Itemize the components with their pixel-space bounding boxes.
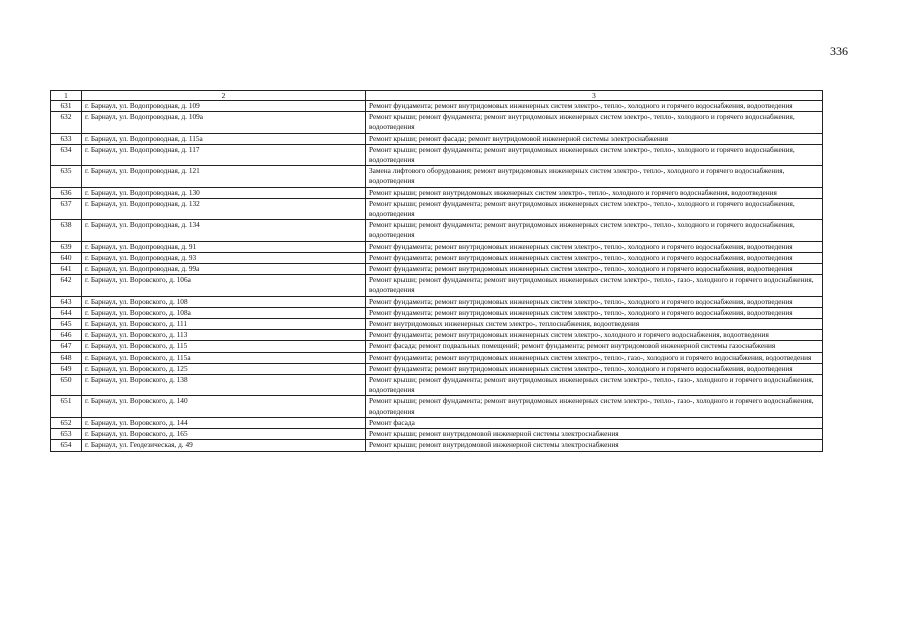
table-row [51, 133, 823, 144]
table-row [51, 220, 823, 241]
table-row [51, 275, 823, 296]
row-works: Ремонт фундамента; ремонт внутридомовых инженерных систем электро-, тепло-, холодного и горячего водоснабжения, водоотведения [366, 264, 823, 275]
row-address: г. Барнаул, ул. Воровского, д. 140 [82, 396, 366, 417]
table-row [51, 396, 823, 417]
row-number: 653 [51, 429, 82, 440]
row-number: 648 [51, 352, 82, 363]
row-address: г. Барнаул, ул. Воровского, д. 113 [82, 330, 366, 341]
row-number: 646 [51, 330, 82, 341]
row-address: г. Барнаул, ул. Водопроводная, д. 115а [82, 133, 366, 144]
row-address: г. Барнаул, ул. Воровского, д. 125 [82, 363, 366, 374]
row-works: Ремонт крыши; ремонт фундамента; ремонт внутридомовых инженерных систем электро-, тепло-, газо-, холодного и горячего водоснабжения, водоотведения [366, 275, 823, 296]
row-address: г. Барнаул, ул. Воровского, д. 144 [82, 417, 366, 428]
row-address: г. Барнаул, ул. Воровского, д. 106а [82, 275, 366, 296]
row-address: г. Барнаул, ул. Воровского, д. 108 [82, 296, 366, 307]
row-works: Ремонт фундамента; ремонт внутридомовых инженерных систем электро-, тепло-, холодного и горячего водоснабжения, водоотведения [366, 307, 823, 318]
row-works: Ремонт фундамента; ремонт внутридомовых инженерных систем электро-, холодного и горячего водоснабжения, водоотведения [366, 330, 823, 341]
row-works: Замена лифтового оборудования; ремонт внутридомовых инженерных систем электро-, тепло-, холодного и горячего водоснабжения, водоотведения [366, 166, 823, 187]
table-row [51, 330, 823, 341]
row-number: 641 [51, 264, 82, 275]
row-number: 645 [51, 319, 82, 330]
row-works: Ремонт крыши; ремонт фундамента; ремонт внутридомовых инженерных систем электро-, тепло-, холодного и горячего водоснабжения, водоотведения [366, 144, 823, 165]
row-works: Ремонт фасада [366, 417, 823, 428]
row-number: 631 [51, 101, 82, 112]
row-address: г. Барнаул, ул. Водопроводная, д. 121 [82, 166, 366, 187]
row-number: 650 [51, 375, 82, 396]
row-works: Ремонт крыши; ремонт фундамента; ремонт внутридомовых инженерных систем электро-, тепло-, холодного и горячего водоснабжения, водоотведения [366, 198, 823, 219]
row-works: Ремонт крыши; ремонт внутридомовых инженерных систем электро-, тепло-, холодного и горячего водоснабжения, водоотведения [366, 187, 823, 198]
row-address: г. Барнаул, ул. Водопроводная, д. 93 [82, 252, 366, 263]
row-address: г. Барнаул, ул. Воровского, д. 111 [82, 319, 366, 330]
row-works: Ремонт фундамента; ремонт внутридомовых инженерных систем электро-, тепло-, газо-, холодного и горячего водоснабжения, водоотведения [366, 352, 823, 363]
row-number: 634 [51, 144, 82, 165]
row-works: Ремонт крыши; ремонт фундамента; ремонт внутридомовых инженерных систем электро-, тепло-, газо-, холодного и горячего водоснабжения, водоотведения [366, 396, 823, 417]
row-number: 642 [51, 275, 82, 296]
row-address: г. Барнаул, ул. Воровского, д. 115 [82, 341, 366, 352]
table-row [51, 440, 823, 451]
table-row [51, 166, 823, 187]
row-address: г. Барнаул, ул. Водопроводная, д. 130 [82, 187, 366, 198]
table-row [51, 352, 823, 363]
table-row [51, 341, 823, 352]
row-address: г. Барнаул, ул. Водопроводная, д. 109 [82, 101, 366, 112]
row-number: 644 [51, 307, 82, 318]
row-number: 651 [51, 396, 82, 417]
table-row [51, 198, 823, 219]
row-number: 639 [51, 241, 82, 252]
table-row [51, 319, 823, 330]
row-number: 638 [51, 220, 82, 241]
table-body [51, 101, 823, 452]
row-works: Ремонт крыши; ремонт внутридомовой инженерной системы электроснабжения [366, 429, 823, 440]
row-address: г. Барнаул, ул. Воровского, д. 138 [82, 375, 366, 396]
table-row [51, 187, 823, 198]
row-number: 636 [51, 187, 82, 198]
column-header-address: 2 [82, 91, 366, 101]
row-number: 652 [51, 417, 82, 428]
row-works: Ремонт крыши; ремонт фундамента; ремонт внутридомовых инженерных систем электро-, тепло-, холодного и горячего водоснабжения, водоотведения [366, 112, 823, 133]
row-number: 640 [51, 252, 82, 263]
table-row [51, 429, 823, 440]
row-number: 633 [51, 133, 82, 144]
row-address: г. Барнаул, ул. Водопроводная, д. 109а [82, 112, 366, 133]
row-address: г. Барнаул, ул. Водопроводная, д. 132 [82, 198, 366, 219]
row-address: г. Барнаул, ул. Воровского, д. 115а [82, 352, 366, 363]
table-row [51, 241, 823, 252]
row-works: Ремонт крыши; ремонт фундамента; ремонт внутридомовых инженерных систем электро-, тепло-, газо-, холодного и горячего водоснабжения, водоотведения [366, 375, 823, 396]
table-row [51, 112, 823, 133]
row-address: г. Барнаул, ул. Водопроводная, д. 99а [82, 264, 366, 275]
row-number: 654 [51, 440, 82, 451]
row-works: Ремонт фундамента; ремонт внутридомовых инженерных систем электро-, тепло-, холодного и горячего водоснабжения, водоотведения [366, 241, 823, 252]
table-row [51, 144, 823, 165]
table-row [51, 375, 823, 396]
row-number: 647 [51, 341, 82, 352]
row-address: г. Барнаул, ул. Геодезическая, д. 49 [82, 440, 366, 451]
row-address: г. Барнаул, ул. Воровского, д. 108а [82, 307, 366, 318]
row-works: Ремонт фундамента; ремонт внутридомовых инженерных систем электро-, тепло-, холодного и горячего водоснабжения, водоотведения [366, 101, 823, 112]
table-row [51, 363, 823, 374]
row-number: 635 [51, 166, 82, 187]
row-works: Ремонт фундамента; ремонт внутридомовых инженерных систем электро-, тепло-, холодного и горячего водоснабжения, водоотведения [366, 252, 823, 263]
row-address: г. Барнаул, ул. Воровского, д. 165 [82, 429, 366, 440]
row-works: Ремонт крыши; ремонт внутридомовой инженерной системы электроснабжения [366, 440, 823, 451]
table-row [51, 307, 823, 318]
table-row [51, 252, 823, 263]
row-number: 632 [51, 112, 82, 133]
row-number: 637 [51, 198, 82, 219]
table-header-row [51, 91, 823, 101]
row-address: г. Барнаул, ул. Водопроводная, д. 134 [82, 220, 366, 241]
table-row [51, 101, 823, 112]
row-number: 643 [51, 296, 82, 307]
table-row [51, 417, 823, 428]
row-number: 649 [51, 363, 82, 374]
row-works: Ремонт фундамента; ремонт внутридомовых инженерных систем электро-, тепло-, холодного и горячего водоснабжения, водоотведения [366, 296, 823, 307]
row-address: г. Барнаул, ул. Водопроводная, д. 91 [82, 241, 366, 252]
table-row [51, 296, 823, 307]
row-works: Ремонт фундамента; ремонт внутридомовых инженерных систем электро-, тепло-, холодного и горячего водоснабжения, водоотведения [366, 363, 823, 374]
table-row [51, 264, 823, 275]
row-works: Ремонт крыши; ремонт фундамента; ремонт внутридомовых инженерных систем электро-, тепло-, холодного и горячего водоснабжения, водоотведения [366, 220, 823, 241]
column-header-works: 3 [366, 91, 823, 101]
row-address: г. Барнаул, ул. Водопроводная, д. 117 [82, 144, 366, 165]
row-works: Ремонт фасада; ремонт подвальных помещений; ремонт фундамента; ремонт внутридомовой инженерной системы газоснабжения [366, 341, 823, 352]
row-works: Ремонт крыши; ремонт фасада; ремонт внутридомовой инженерной системы электроснабжения [366, 133, 823, 144]
row-works: Ремонт внутридомовых инженерных систем электро-, теплоснабжения, водоотведения [366, 319, 823, 330]
column-header-number: 1 [51, 91, 82, 101]
works-table [50, 90, 823, 452]
page-number: 336 [830, 44, 848, 58]
